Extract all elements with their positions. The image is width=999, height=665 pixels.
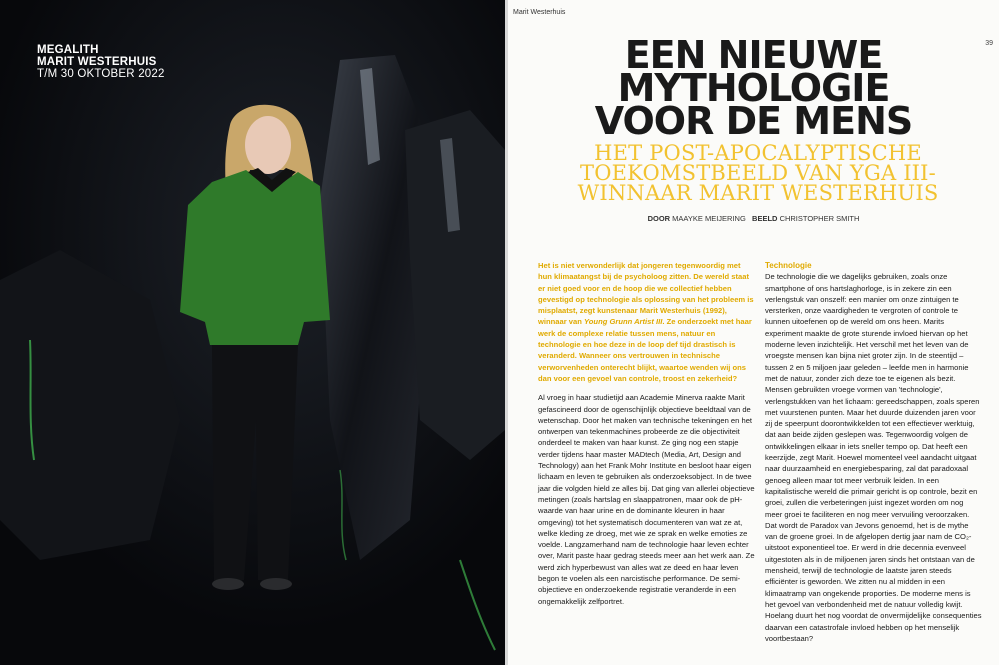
byline-photographer: CHRISTOPHER SMITH	[779, 214, 860, 223]
article-column-right	[765, 260, 982, 644]
lead-text: . Ze onderzoekt met haar werk de complexe relatie tussen mens, natuur en technologie en hoe deze in de loop def tijd drastisch is veranderd. Wanneer ons vertrouwen in technische verworvenheden onterecht blijkt, waartoe wenden wij ons dan voor een gevoel van controle, troost en zekerheid?	[538, 317, 752, 383]
section-label: Marit Westerhuis	[513, 9, 566, 16]
section-heading: Technologie	[765, 261, 812, 270]
lead-italic: Young Grunn Artist III	[584, 317, 663, 327]
article-body: De technologie die we dagelijks gebruiken, zoals onze smartphone of ons hartslaghorloge, is in zekere zin een verlengstuk van onszelf: een manier om onze zintuigen te versterken, onze vaardigheden te vergroten of controle te kunnen uitoefenen op de wereld om ons heen. Marits experiment maakte de grote sturende invloed hiervan op het moderne leven inzichtelijk. Het verschil met het leven van de vroegste mensen kan bijna niet groter zijn. In de steentijd – tussen 2 en 5 miljoen jaar geleden – leefde men in harmonie met de natuur, zonder zich deze toe te eigenen als bezit. Mensen gebruikten vroege vormen van 'technologie', verlengstukken van het lichaam: gereedschappen, zoals speren met vuurstenen punten. Maar het duurde duizenden jaren voor zij de speerpunt doorontwikkelden tot een effectiever werktuig, dat aan beide zijden geslepen was. Tegenwoordig volgen de ontwikkelingen elkaar in iets sneller tempo op. Dat heeft een keerzijde, zegt Marit. Hoewel momenteel veel aandacht uitgaat naar duurzaamheid en energiebesparing, zal dat paradoxaal genoeg alleen maar tot meer verbruik leiden. In een kapitalistische wereld die primair gericht is op controle, bezit en groei, zullen die verbeteringen juist ingezet worden om nog meer groei te faciliteren en nog meer vervuiling veroorzaken. Dat wordt de Paradox van Jevons genoemd, het is de mythe van de groene groei. In de afgelopen dertig jaar nam de CO₂-uitstoot exponentieel toe. Er werd in drie decennia evenveel uitgestoten als in de miljoenen jaren sinds het ontstaan van de mensheid, terwijl de technologie de laatste jaren steeds efficiënter is geworden. We zitten nu al midden in een klimaatramp van ongekende proporties. De moderne mens is het gevoel van verbondenheid met de natuur volledig kwijt. Hoelang duurt het nog voordat de onvermijdelijke consequenties daarvan een catastrofale invloed hebben op het menselijk voortbestaan?	[765, 272, 982, 643]
subheadline-line: HET POST-APOCALYPTISCHE	[594, 141, 922, 165]
article-subheadline	[548, 143, 968, 203]
byline	[508, 214, 999, 223]
page-number: 39	[985, 40, 993, 47]
subheadline-line: TOEKOMSTBEELD VAN YGA III-	[580, 161, 936, 185]
article-body: Al vroeg in haar studietijd aan Academie Minerva raakte Marit gefascineerd door de ogenschijnlijk objectieve beeldtaal van de wetenschap. Door het maken van technische tekeningen en het ontwerpen van tekenmachines probeerde ze die objectiviteit onderdeel te maken van haar kunst. Ze ging nog een stapje verder tijdens haar master MADtech (Media, Art, Design and Technology) aan het Frank Mohr Institute en besloot haar eigen lichaam en leven te gebruiken als onderzoeksobject. In de twee jaar die volgden hield ze alles bij. Dat ging van allerlei objectieve metingen (zoals hartslag en slaappatronen, maar ook de pH-waarde van haar urine en de dominante kleuren in haar omgeving) tot het systematisch documenteren van wat ze at, welke kleding ze droeg, met wie ze sprak en welke emoties ze voelde. Langzamerhand nam de technologie haar leven echter over, Marit paste haar gedrag steeds meer aan het werk aan. Ze werd zich hyperbewust van alles wat ze deed en haar leven begon te voelen als een narcistische performance. De semi-objectieve en onderzoekende registratie veranderde in een ongemakkelijk zelfportret.	[538, 393, 755, 606]
byline-author: MAAYKE MEIJERING	[672, 214, 746, 223]
article-headline	[508, 33, 999, 143]
byline-beeld-label: BEELD	[752, 214, 778, 223]
lead-text: Het is niet verwonderlijk dat jongeren tegenwoordig met hun klimaatangst bij de psycholoog zitten. De wereld staat er niet goed voor en de hoop die we collectief hebben gevestigd op technologie als oplossing van het probleem is misplaatst, zegt kunstenaar Marit Westerhuis (1992), winnaar van	[538, 261, 754, 327]
exhibition-caption	[37, 44, 165, 80]
article-column-left	[538, 260, 755, 607]
caption-date: T/M 30 OKTOBER 2022	[37, 68, 165, 80]
subheadline-line: WINNAAR MARIT WESTERHUIS	[577, 181, 939, 205]
caption-title: MEGALITH	[37, 44, 99, 56]
byline-door-label: DOOR	[647, 214, 671, 223]
headline-line: MYTHOLOGIE	[617, 66, 890, 110]
article-lead	[538, 260, 755, 384]
headline-line: EEN NIEUWE	[624, 33, 883, 77]
right-page-article	[508, 0, 999, 665]
headline-line: VOOR DE MENS	[594, 99, 913, 143]
caption-artist: MARIT WESTERHUIS	[37, 56, 157, 68]
